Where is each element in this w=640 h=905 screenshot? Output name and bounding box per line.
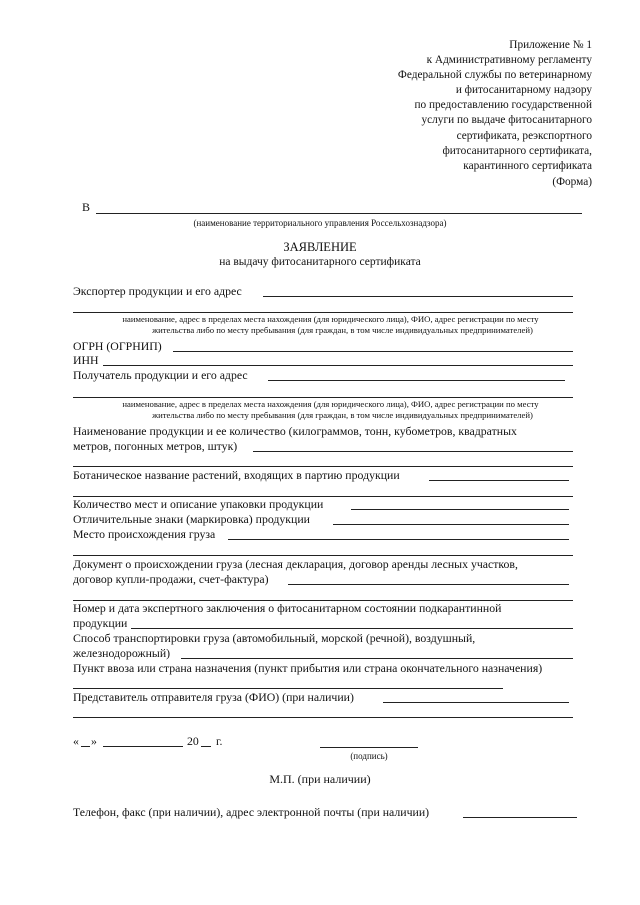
form-label: (Форма)	[552, 176, 592, 188]
inn-field[interactable]	[73, 353, 573, 368]
expert-field[interactable]	[73, 601, 573, 631]
date-year-suffix: г.	[216, 734, 223, 748]
transport-label-line-2: железнодорожный)	[73, 646, 171, 660]
exporter-hint	[73, 314, 588, 336]
expert-label-line-1: Номер и дата экспертного заключения о фитосанитарном состоянии подкарантинной	[73, 601, 502, 615]
addressee-input-line[interactable]	[96, 213, 582, 214]
entry-line[interactable]	[73, 688, 503, 689]
origin-line-2[interactable]	[73, 555, 573, 556]
product-line-3[interactable]	[73, 466, 573, 467]
ogrn-field[interactable]	[73, 339, 573, 354]
page-title: ЗАЯВЛЕНИЕ	[283, 240, 357, 254]
signature-input-line[interactable]	[320, 747, 418, 748]
expert-label-line-2: продукции	[73, 616, 128, 630]
date-day-input[interactable]	[81, 746, 90, 747]
recipient-hint	[73, 399, 588, 421]
appendix-header	[332, 38, 592, 174]
date-row	[73, 734, 573, 752]
origin-field[interactable]	[73, 527, 573, 542]
transport-field[interactable]	[73, 631, 573, 661]
exporter-hint-line-1: наименование, адрес в пределах места нахождения (для юридического лица), ФИО, адрес регистрации по месту	[122, 314, 539, 324]
appendix-line: к Административному регламенту	[426, 54, 592, 67]
appendix-line: и фитосанитарному надзору	[455, 84, 592, 97]
exporter-field[interactable]	[73, 284, 573, 299]
packages-label: Количество мест и описание упаковки продукции	[73, 497, 324, 511]
product-label-line-2: метров, погонных метров, штук)	[73, 439, 238, 453]
contacts-label: Телефон, факс (при наличии), адрес электронной почты (при наличии)	[73, 805, 430, 819]
contacts-field[interactable]	[73, 805, 573, 820]
document-label-line-1: Документ о происхождении груза (лесная декларация, договор аренды лесных участков,	[73, 557, 518, 571]
product-label-line-1: Наименование продукции и ее количество (килограммов, тонн, кубометров, квадратных	[73, 424, 517, 438]
transport-label-line-1: Способ транспортировки груза (автомобильный, морской (речной), воздушный,	[73, 631, 476, 645]
date-open-quote: «	[73, 734, 79, 748]
appendix-line: карантинного сертификата	[463, 159, 592, 172]
representative-label: Представитель отправителя груза (ФИО) (при наличии)	[73, 690, 354, 704]
date-close-quote: »	[91, 734, 97, 748]
document-field[interactable]	[73, 557, 573, 587]
marks-field[interactable]	[73, 512, 573, 527]
product-field[interactable]	[73, 424, 573, 454]
packages-field[interactable]	[73, 497, 573, 512]
representative-field[interactable]	[73, 690, 573, 705]
document-label-line-2: договор купли-продажи, счет-фактура)	[73, 572, 269, 586]
signature-hint: (подпись)	[350, 751, 388, 761]
recipient-field[interactable]	[73, 368, 573, 383]
botanical-label: Ботаническое название растений, входящих в партию продукции	[73, 468, 400, 482]
botanical-field[interactable]	[73, 468, 573, 483]
representative-line-2[interactable]	[73, 717, 573, 718]
recipient-hint-line-2: жительства либо по месту пребывания (для граждан, в том числе индивидуальных предпринимателей)	[152, 410, 533, 420]
addressee-row	[82, 200, 582, 216]
inn-label: ИНН	[73, 353, 99, 367]
recipient-line-2[interactable]	[73, 397, 573, 398]
appendix-line: Приложение № 1	[509, 39, 592, 51]
recipient-label: Получатель продукции и его адрес	[73, 368, 248, 382]
entry-label: Пункт ввоза или страна назначения (пункт прибытия или страна окончательного назначения)	[73, 661, 543, 675]
appendix-line: по предоставлению государственной	[414, 99, 592, 112]
date-year-prefix: 20	[187, 734, 199, 748]
addressee-prefix: В	[82, 200, 91, 214]
entry-field	[73, 661, 593, 676]
exporter-line-2[interactable]	[73, 312, 573, 313]
exporter-hint-line-2: жительства либо по месту пребывания (для граждан, в том числе индивидуальных предпринимателей)	[152, 325, 533, 335]
addressee-hint: (наименование территориального управления Россельхознадзора)	[193, 218, 447, 228]
origin-label: Место происхождения груза	[73, 527, 216, 541]
appendix-line: сертификата, реэкспортного	[456, 129, 592, 142]
stamp-label: М.П. (при наличии)	[269, 772, 371, 786]
page-subtitle: на выдачу фитосанитарного сертификата	[219, 256, 421, 268]
date-month-input[interactable]	[103, 746, 183, 747]
exporter-label: Экспортер продукции и его адрес	[73, 284, 242, 298]
date-year-input[interactable]	[201, 746, 211, 747]
marks-label: Отличительные знаки (маркировка) продукции	[73, 512, 310, 526]
appendix-line: фитосанитарного сертификата,	[442, 144, 592, 157]
ogrn-label: ОГРН (ОГРНИП)	[73, 339, 162, 353]
recipient-hint-line-1: наименование, адрес в пределах места нахождения (для юридического лица), ФИО, адрес регистрации по месту	[122, 399, 539, 409]
appendix-line: Федеральной службы по ветеринарному	[397, 69, 592, 82]
appendix-line: услуги по выдаче фитосанитарного	[421, 114, 592, 127]
